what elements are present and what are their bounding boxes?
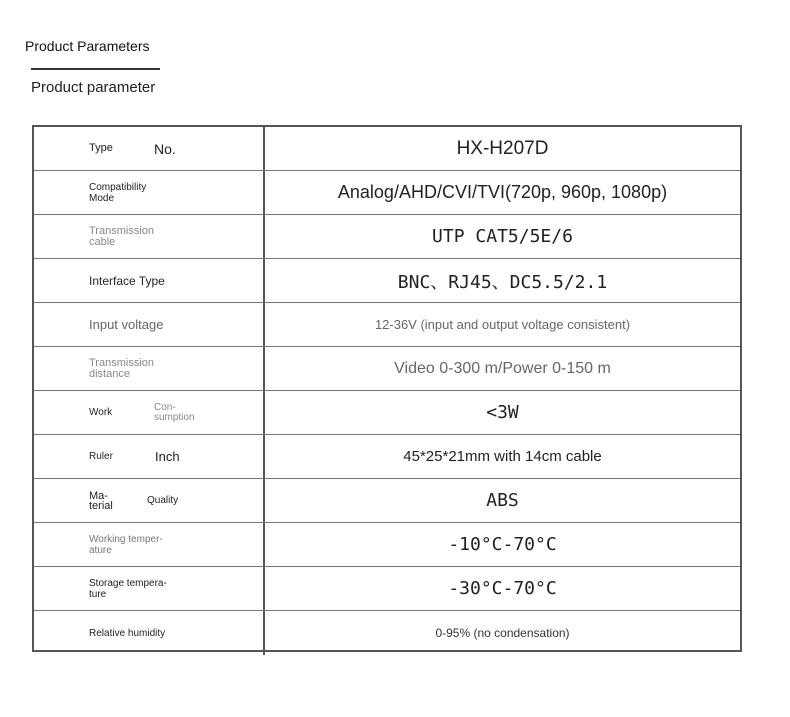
table-row: [34, 259, 740, 303]
row-label: Ruler: [89, 451, 113, 462]
table-row: [34, 611, 740, 655]
row-label: Type: [89, 142, 113, 154]
row-value: -30°C-70°C: [448, 578, 557, 599]
page-title: Product Parameters: [25, 38, 150, 54]
row-label-secondary: Quality: [147, 495, 179, 506]
row-label: Work: [89, 407, 113, 418]
row-label-secondary: No.: [154, 140, 176, 157]
table-row: [34, 303, 740, 347]
row-value: Analog/AHD/CVI/TVI(720p, 960p, 1080p): [337, 182, 668, 202]
table-row: [34, 435, 740, 479]
row-label: Relative humidity: [89, 627, 166, 639]
row-label: Input voltage: [89, 317, 164, 332]
table-row: [34, 523, 740, 567]
table-row: [34, 127, 740, 171]
table-row: [34, 347, 740, 391]
row-value: 12-36V (input and output voltage consistent): [374, 317, 631, 332]
table-row: [34, 171, 740, 215]
parameters-table: [32, 125, 742, 652]
row-label: Compatibility Mode: [89, 181, 147, 204]
table-row: [34, 479, 740, 523]
title-underline: [31, 68, 160, 70]
row-label: Storage tempera- ture: [89, 577, 167, 600]
row-value: Video 0-300 m/Power 0-150 m: [394, 359, 611, 377]
row-label: Ma- terial: [89, 489, 113, 512]
row-label-secondary: Con- sumption: [154, 401, 195, 423]
row-value: -10°C-70°C: [448, 534, 557, 555]
page-subtitle: Product parameter: [31, 79, 156, 96]
row-value: 0-95% (no condensation): [435, 626, 570, 640]
table-row: [34, 215, 740, 259]
row-label: Interface Type: [89, 273, 165, 288]
row-value: <3W: [486, 402, 519, 423]
row-value: ABS: [486, 490, 519, 511]
row-value: BNC、RJ45、DC5.5/2.1: [397, 271, 608, 293]
row-value: UTP CAT5/5E/6: [432, 226, 573, 247]
row-label: Transmission distance: [89, 356, 154, 380]
row-label-secondary: Inch: [155, 449, 180, 464]
row-value: HX-H207D: [456, 137, 549, 159]
row-value: 45*25*21mm with 14cm cable: [403, 448, 602, 465]
table-row: [34, 567, 740, 611]
row-label: Working temper- ature: [89, 533, 163, 556]
table-row: [34, 391, 740, 435]
row-label: Transmission cable: [89, 224, 154, 248]
